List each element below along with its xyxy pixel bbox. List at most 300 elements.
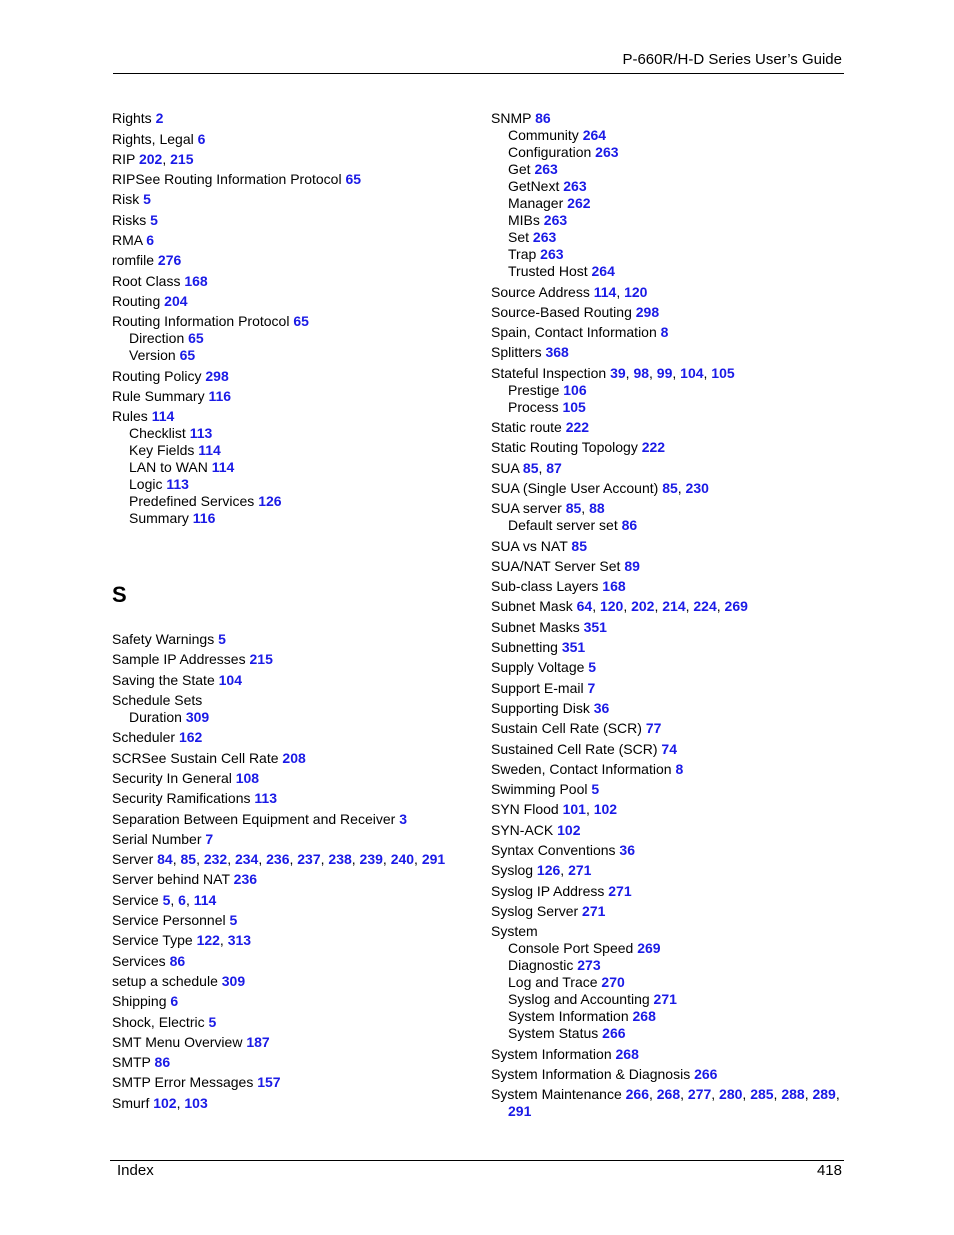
index-entry xyxy=(491,801,851,818)
index-entry xyxy=(491,538,851,555)
page-link[interactable]: 271 xyxy=(653,991,677,1008)
page-link[interactable]: 268 xyxy=(632,1008,656,1025)
page-link[interactable]: 285 xyxy=(750,1086,774,1103)
index-term: Spain, Contact Information xyxy=(491,324,657,341)
page-link[interactable]: 222 xyxy=(641,439,666,456)
page-link[interactable]: 236 xyxy=(233,871,258,888)
index-entry xyxy=(112,1054,472,1071)
index-entry xyxy=(112,790,472,807)
page-link[interactable]: 88 xyxy=(589,500,605,517)
page-link[interactable]: 6 xyxy=(197,130,206,147)
index-entry xyxy=(112,973,472,990)
page-link[interactable]: 65 xyxy=(188,330,204,347)
index-entry xyxy=(491,324,851,341)
index-term: Manager xyxy=(508,195,564,212)
page-link[interactable]: 266 xyxy=(602,1025,626,1042)
index-subentry xyxy=(491,940,851,957)
page-header-title: P-660R/H-D Series User’s Guide xyxy=(622,51,842,68)
index-term: SUA (Single User Account) xyxy=(491,479,659,496)
index-term: Services xyxy=(112,952,166,969)
index-entry xyxy=(112,1014,472,1031)
index-entry xyxy=(491,619,851,636)
page-link[interactable]: 298 xyxy=(205,367,229,384)
index-subentry xyxy=(491,144,851,161)
index-entry xyxy=(491,842,851,859)
separator-comma: , xyxy=(773,1086,782,1103)
separator-comma: , xyxy=(835,1086,840,1103)
page-link[interactable]: 263 xyxy=(532,229,557,246)
page-link[interactable]: 208 xyxy=(282,749,306,766)
index-term: setup a schedule xyxy=(112,972,218,989)
page-link[interactable]: 280 xyxy=(719,1086,743,1103)
page-link[interactable]: 114 xyxy=(198,442,221,459)
index-subentry xyxy=(112,459,472,476)
page-link[interactable]: 5 xyxy=(143,191,151,208)
page-link[interactable]: 77 xyxy=(645,720,662,737)
page-link[interactable]: 269 xyxy=(637,940,661,957)
page-link[interactable]: 187 xyxy=(246,1033,270,1050)
index-subentry xyxy=(112,442,472,459)
separator-comma: , xyxy=(227,851,235,868)
page-link[interactable]: 65 xyxy=(293,313,309,330)
separator-comma: , xyxy=(581,500,590,517)
index-subentry xyxy=(112,347,472,364)
index-term: Rights, Legal xyxy=(112,130,194,147)
index-term: Console Port Speed xyxy=(508,940,634,957)
index-entry xyxy=(112,871,472,888)
index-term: Static Routing Topology xyxy=(491,439,638,456)
index-term: LAN to WAN xyxy=(129,459,208,476)
page-link[interactable]: 157 xyxy=(257,1074,281,1091)
index-entry xyxy=(491,1086,851,1103)
page-link[interactable]: 122 xyxy=(196,932,220,949)
page-link[interactable]: 6 xyxy=(178,891,186,908)
page-link[interactable]: 85 xyxy=(565,500,582,517)
page-link[interactable]: 114 xyxy=(593,283,617,300)
page-link[interactable]: 84 xyxy=(157,851,173,868)
index-term: Safety Warnings xyxy=(112,631,215,648)
index-term: SUA/NAT Server Set xyxy=(491,557,621,574)
index-term: Key Fields xyxy=(129,442,195,459)
index-subentry xyxy=(112,709,472,726)
page-link[interactable]: 271 xyxy=(608,882,632,899)
separator-comma: , xyxy=(172,851,181,868)
index-entry xyxy=(112,932,472,949)
index-term: System Status xyxy=(508,1025,599,1042)
page-link[interactable]: 204 xyxy=(164,292,188,309)
index-term: System Information & Diagnosis xyxy=(491,1065,691,1082)
index-term: RIPSee Routing Information Protocol xyxy=(112,171,342,188)
index-term: romfile xyxy=(112,252,155,269)
index-term: Security In General xyxy=(112,769,232,786)
index-entry xyxy=(112,851,472,868)
page-link[interactable]: 2 xyxy=(155,110,164,127)
separator-comma: , xyxy=(742,1086,751,1103)
separator-comma: , xyxy=(648,1086,657,1103)
index-term: Rules xyxy=(112,408,148,425)
page-link[interactable]: 237 xyxy=(297,851,321,868)
page-link[interactable]: 6 xyxy=(146,232,155,249)
separator-comma: , xyxy=(560,862,569,879)
index-term: Server xyxy=(112,851,154,868)
page-link[interactable]: 240 xyxy=(390,851,415,868)
page-link[interactable]: 264 xyxy=(591,263,615,280)
index-entry xyxy=(491,1046,851,1063)
page-link[interactable]: 108 xyxy=(235,769,260,786)
index-entry xyxy=(112,672,472,689)
index-entry xyxy=(491,720,851,737)
page-link[interactable]: 3 xyxy=(399,810,407,827)
page-link[interactable]: 263 xyxy=(563,178,587,195)
page-link[interactable]: 65 xyxy=(179,347,196,364)
page-link[interactable]: 230 xyxy=(685,479,709,496)
index-subentry xyxy=(491,517,851,534)
page-link[interactable]: 105 xyxy=(711,364,735,381)
page-link[interactable]: 268 xyxy=(615,1045,639,1062)
page-link[interactable]: 270 xyxy=(601,974,625,991)
index-term: Subnet Mask xyxy=(491,598,573,615)
index-entry xyxy=(112,912,472,929)
page-link[interactable]: 86 xyxy=(535,110,551,127)
index-entry xyxy=(491,365,851,382)
page-link[interactable]: 104 xyxy=(680,364,704,381)
index-entry xyxy=(491,639,851,656)
index-entry xyxy=(112,631,472,648)
index-entry xyxy=(112,1034,472,1051)
index-entry xyxy=(491,923,851,940)
page-link[interactable]: 64 xyxy=(576,598,593,615)
index-subentry xyxy=(491,246,851,263)
index-term: Subnet Masks xyxy=(491,618,580,635)
index-subentry xyxy=(112,493,472,510)
separator-comma: , xyxy=(414,851,422,868)
index-term: Diagnostic xyxy=(508,957,574,974)
separator-comma: , xyxy=(685,598,694,615)
page-link[interactable]: 113 xyxy=(254,790,277,807)
page-link[interactable]: 114 xyxy=(211,459,235,476)
index-entry xyxy=(112,770,472,787)
page-link[interactable]: 86 xyxy=(154,1054,171,1071)
page-link[interactable]: 271 xyxy=(568,862,592,879)
index-term: Routing xyxy=(112,292,161,309)
page-link[interactable]: 113 xyxy=(189,425,213,442)
page-link[interactable]: 116 xyxy=(208,387,232,404)
page-link[interactable]: 86 xyxy=(169,952,186,969)
page-link[interactable]: 291 xyxy=(421,851,446,868)
separator-comma: , xyxy=(711,1086,720,1103)
index-entry xyxy=(491,500,851,517)
page-link[interactable]: 309 xyxy=(221,972,246,989)
index-term: Service xyxy=(112,891,159,908)
page-link[interactable]: 5 xyxy=(591,781,600,798)
index-term: Default server set xyxy=(508,517,618,534)
page-link[interactable]: 266 xyxy=(694,1065,718,1082)
page-link[interactable]: 214 xyxy=(662,598,686,615)
page-link[interactable]: 268 xyxy=(656,1086,681,1103)
index-entry xyxy=(112,892,472,909)
index-term: Shock, Electric xyxy=(112,1013,205,1030)
page-link[interactable]: 126 xyxy=(536,862,561,879)
separator-comma: , xyxy=(185,891,194,908)
page-link[interactable]: 202 xyxy=(138,150,163,167)
index-subentry xyxy=(491,127,851,144)
index-entry xyxy=(491,558,851,575)
index-subentry xyxy=(491,974,851,991)
page-link[interactable]: 65 xyxy=(345,171,362,188)
page-link[interactable]: 116 xyxy=(192,510,216,527)
page-link[interactable]: 102 xyxy=(557,821,581,838)
index-entry xyxy=(491,284,851,301)
index-entry xyxy=(112,729,472,746)
page-link[interactable]: 120 xyxy=(599,598,624,615)
index-term: Duration xyxy=(129,709,182,726)
index-entry xyxy=(112,273,472,290)
index-entry xyxy=(491,761,851,778)
page-link[interactable]: 222 xyxy=(565,419,590,436)
page-link[interactable]: 5 xyxy=(208,1013,217,1030)
page-link[interactable]: 215 xyxy=(170,150,194,167)
index-subentry xyxy=(491,263,851,280)
separator-comma: , xyxy=(382,851,391,868)
index-term: Routing Policy xyxy=(112,367,202,384)
page-link[interactable]: 36 xyxy=(593,699,610,716)
index-entry xyxy=(491,578,851,595)
page-link[interactable]: 368 xyxy=(545,344,569,361)
page-link[interactable]: 126 xyxy=(258,493,282,510)
index-term: Summary xyxy=(129,510,189,527)
page-link[interactable]: 262 xyxy=(567,195,591,212)
page-link[interactable]: 120 xyxy=(624,283,648,300)
index-entry xyxy=(112,151,472,168)
index-term: Schedule Sets xyxy=(112,692,203,709)
index-entry xyxy=(491,700,851,717)
page-link[interactable]: 215 xyxy=(249,651,273,668)
index-entry xyxy=(112,191,472,208)
separator-comma: , xyxy=(677,479,686,496)
index-term: SMTP Error Messages xyxy=(112,1074,254,1091)
page-link[interactable]: 239 xyxy=(359,851,383,868)
page-link[interactable]: 103 xyxy=(184,1094,208,1111)
page-link[interactable]: 224 xyxy=(693,598,717,615)
index-term: Risks xyxy=(112,211,147,228)
page-link[interactable]: 86 xyxy=(621,517,638,534)
page-link[interactable]: 104 xyxy=(218,671,242,688)
index-entry xyxy=(491,862,851,879)
separator-comma: , xyxy=(804,1086,813,1103)
index-term: SUA vs NAT xyxy=(491,537,568,554)
index-term: RMA xyxy=(112,232,143,249)
index-subentry xyxy=(491,195,851,212)
index-entry xyxy=(112,408,472,425)
index-term: Syslog Server xyxy=(491,902,579,919)
page-link[interactable]: 7 xyxy=(587,679,596,696)
separator-comma: , xyxy=(672,364,681,381)
page-link[interactable]: 276 xyxy=(157,252,182,269)
page-link[interactable]: 236 xyxy=(266,851,290,868)
index-term: Sub-class Layers xyxy=(491,578,599,595)
page-link[interactable]: 271 xyxy=(582,902,606,919)
page-link[interactable]: 36 xyxy=(619,842,635,859)
page-link[interactable]: 263 xyxy=(543,212,568,229)
page-link[interactable]: 85 xyxy=(180,851,197,868)
index-entry xyxy=(491,883,851,900)
index-term: Prestige xyxy=(508,381,560,398)
index-entry xyxy=(491,598,851,615)
index-entry xyxy=(491,439,851,456)
page-link[interactable]: 89 xyxy=(624,557,640,574)
index-term: Set xyxy=(508,229,530,246)
page-link[interactable]: 351 xyxy=(561,639,586,656)
page-link[interactable]: 264 xyxy=(582,127,607,144)
index-term: Rights xyxy=(112,110,152,127)
index-subentry xyxy=(491,178,851,195)
index-term: Shipping xyxy=(112,993,167,1010)
index-entry xyxy=(112,831,472,848)
index-term: Smurf xyxy=(112,1094,150,1111)
separator-comma: , xyxy=(592,598,600,615)
index-column-right xyxy=(491,107,851,1120)
footer-rule xyxy=(110,1160,844,1161)
page-link[interactable]: 39 xyxy=(610,364,626,381)
page-link[interactable]: 5 xyxy=(218,631,226,648)
page-link[interactable]: 105 xyxy=(562,398,586,415)
index-term: Trusted Host xyxy=(508,263,588,280)
page-link[interactable]: 8 xyxy=(660,324,669,341)
separator-comma: , xyxy=(616,283,625,300)
index-term: SYN Flood xyxy=(491,801,559,818)
page-link[interactable]: 113 xyxy=(166,476,189,493)
page-link[interactable]: 289 xyxy=(812,1086,836,1103)
index-term: Server behind NAT xyxy=(112,871,230,888)
index-subentry xyxy=(491,1008,851,1025)
index-term: Source Address xyxy=(491,283,590,300)
index-term: SCRSee Sustain Cell Rate xyxy=(112,749,279,766)
page-link[interactable]: 168 xyxy=(184,272,208,289)
page-link[interactable]: 5 xyxy=(229,912,238,929)
index-subentry xyxy=(491,382,851,399)
index-term: SMT Menu Overview xyxy=(112,1033,243,1050)
page-link[interactable]: 5 xyxy=(150,211,158,228)
index-term: Routing Information Protocol xyxy=(112,313,290,330)
index-entry xyxy=(112,131,472,148)
separator-comma: , xyxy=(703,364,712,381)
page-link[interactable]: 288 xyxy=(781,1086,805,1103)
page-link[interactable]: 263 xyxy=(595,144,619,161)
page-link[interactable]: 6 xyxy=(170,993,179,1010)
page-link[interactable]: 114 xyxy=(193,891,217,908)
index-section-letter: S xyxy=(112,582,127,608)
index-term: Logic xyxy=(129,476,163,493)
index-term: Supporting Disk xyxy=(491,699,590,716)
index-term: Static route xyxy=(491,419,562,436)
page-link[interactable]: 263 xyxy=(534,161,558,178)
footer-section: Index xyxy=(117,1162,154,1179)
page-link[interactable]: 5 xyxy=(162,891,171,908)
index-subentry xyxy=(491,229,851,246)
page-link[interactable]: 313 xyxy=(227,932,252,949)
footer-page-number: 418 xyxy=(816,1162,842,1179)
index-term: SNMP xyxy=(491,110,532,127)
page-link[interactable]: 269 xyxy=(724,598,748,615)
separator-comma: , xyxy=(170,891,179,908)
page-link[interactable]: 238 xyxy=(328,851,352,868)
page-link[interactable]: 85 xyxy=(522,459,539,476)
index-term: Service Type xyxy=(112,932,193,949)
index-entry xyxy=(112,1095,472,1112)
page-link[interactable]: 351 xyxy=(583,618,607,635)
page-link[interactable]: 99 xyxy=(656,364,673,381)
page-link[interactable]: 234 xyxy=(234,851,259,868)
page-link[interactable]: 87 xyxy=(546,459,562,476)
index-entry xyxy=(112,212,472,229)
page-link[interactable]: 74 xyxy=(661,740,677,757)
page-link[interactable]: 309 xyxy=(185,709,210,726)
page-link[interactable]: 102 xyxy=(153,1094,177,1111)
header-rule xyxy=(113,73,844,74)
index-term: RIP xyxy=(112,150,136,167)
page-link[interactable]: 101 xyxy=(562,801,586,818)
index-entry xyxy=(112,651,472,668)
page-link[interactable]: 277 xyxy=(687,1086,712,1103)
index-term: SMTP xyxy=(112,1054,151,1071)
index-term: Version xyxy=(129,347,176,364)
page-link[interactable]: 102 xyxy=(593,801,618,818)
index-subentry xyxy=(112,510,472,527)
index-term: Stateful Inspection xyxy=(491,364,607,381)
page-link[interactable]: 263 xyxy=(540,246,564,263)
index-entry xyxy=(112,811,472,828)
index-entry xyxy=(112,388,472,405)
page-link[interactable]: 8 xyxy=(675,760,684,777)
page-link[interactable]: 106 xyxy=(563,381,587,398)
index-term: Splitters xyxy=(491,344,542,361)
separator-comma: , xyxy=(585,801,594,818)
page-link[interactable]: 232 xyxy=(203,851,228,868)
index-term: Source-Based Routing xyxy=(491,303,632,320)
page-link[interactable]: 298 xyxy=(635,303,660,320)
index-entry xyxy=(112,368,472,385)
page-link[interactable]: 114 xyxy=(151,408,175,425)
index-term: Get xyxy=(508,161,531,178)
page-link[interactable]: 162 xyxy=(178,729,203,746)
page-link[interactable]: 202 xyxy=(631,598,655,615)
index-term: Sustained Cell Rate (SCR) xyxy=(491,740,658,757)
index-column-left xyxy=(112,107,472,1112)
index-term: Syntax Conventions xyxy=(491,842,616,859)
page-link[interactable]: 5 xyxy=(588,659,597,676)
index-term: System Information xyxy=(508,1008,629,1025)
page-link[interactable]: 85 xyxy=(571,537,587,554)
index-entry xyxy=(112,232,472,249)
page-link[interactable]: 266 xyxy=(625,1086,649,1103)
page-link[interactable]: 7 xyxy=(205,830,214,847)
page-link[interactable]: 291 xyxy=(508,1103,532,1120)
page-link[interactable]: 168 xyxy=(602,578,626,595)
page-link[interactable]: 85 xyxy=(662,479,678,496)
index-entry xyxy=(112,293,472,310)
index-subentry xyxy=(491,399,851,416)
page-link[interactable]: 273 xyxy=(577,957,601,974)
page-link[interactable]: 98 xyxy=(633,364,650,381)
index-subentry xyxy=(112,425,472,442)
index-entry xyxy=(491,460,851,477)
index-term: Configuration xyxy=(508,144,592,161)
separator-comma: , xyxy=(219,932,228,949)
separator-comma: , xyxy=(176,1094,185,1111)
separator-comma: , xyxy=(680,1086,688,1103)
index-subentry xyxy=(491,1025,851,1042)
separator-comma: , xyxy=(623,598,632,615)
